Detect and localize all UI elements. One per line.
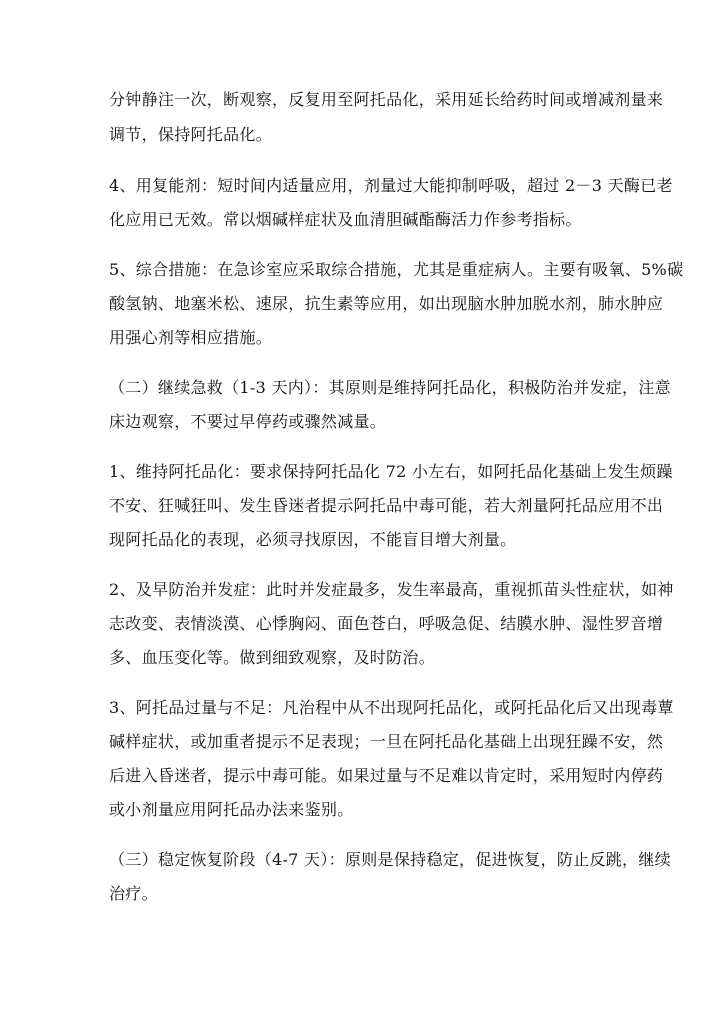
text-line: 志改变、表情淡漠、心悸胸闷、面色苍白，呼吸急促、结膜水肿、湿性罗音增 <box>109 614 664 633</box>
text-line: 5、综合措施：在急诊室应采取综合措施，尤其是重症病人。主要有吸氧、5%碳 <box>109 260 684 279</box>
text-line: 碱样症状，或加重者提示不足表现；一旦在阿托品化基础上出现狂躁不安，然 <box>109 732 664 751</box>
text-line: （三）稳定恢复阶段（4-7 天）：原则是保持稳定，促进恢复，防止反跳，继续 <box>109 850 671 869</box>
text-line: 治疗。 <box>109 884 158 903</box>
text-line: 分钟静注一次，断观察，反复用至阿托品化，采用延长给药时间或增减剂量来 <box>109 90 664 109</box>
text-line: 2、及早防治并发症：此时并发症最多，发生率最高，重视抓苗头性症状，如神 <box>109 580 674 599</box>
text-line: 用强心剂等相应措施。 <box>109 328 273 347</box>
text-line: 4、用复能剂：短时间内适量应用，剂量过大能抑制呼吸，超过 2－3 天酶已老 <box>109 176 673 195</box>
text-line: 后进入昏迷者，提示中毒可能。如果过量与不足难以肯定时，采用短时内停药 <box>109 766 664 785</box>
text-line: 床边观察，不要过早停药或骤然减量。 <box>109 412 387 431</box>
text-line: 酸氢钠、地塞米松、速尿，抗生素等应用，如出现脑水肿加脱水剂，肺水肿应 <box>109 294 664 313</box>
text-line: 3、阿托品过量与不足：凡治程中从不出现阿托品化，或阿托品化后又出现毒蕈 <box>109 698 674 717</box>
text-line: （二）继续急救（1-3 天内）：其原则是维持阿托品化，积极防治并发症，注意 <box>109 378 671 397</box>
text-line: 1、维持阿托品化：要求保持阿托品化 72 小左右，如阿托品化基础上发生烦躁 <box>109 462 673 481</box>
text-line: 调节，保持阿托品化。 <box>109 125 273 144</box>
text-line: 不安、狂喊狂叫、发生昏迷者提示阿托品中毒可能，若大剂量阿托品应用不出 <box>109 496 664 515</box>
text-line: 多、血压变化等。做到细致观察，及时防治。 <box>109 648 436 667</box>
text-line: 化应用已无效。常以烟碱样症状及血清胆碱酯酶活力作参考指标。 <box>109 210 582 229</box>
text-line: 现阿托品化的表现，必须寻找原因，不能盲目增大剂量。 <box>109 530 517 549</box>
text-line: 或小剂量应用阿托品办法来鉴别。 <box>109 800 354 819</box>
